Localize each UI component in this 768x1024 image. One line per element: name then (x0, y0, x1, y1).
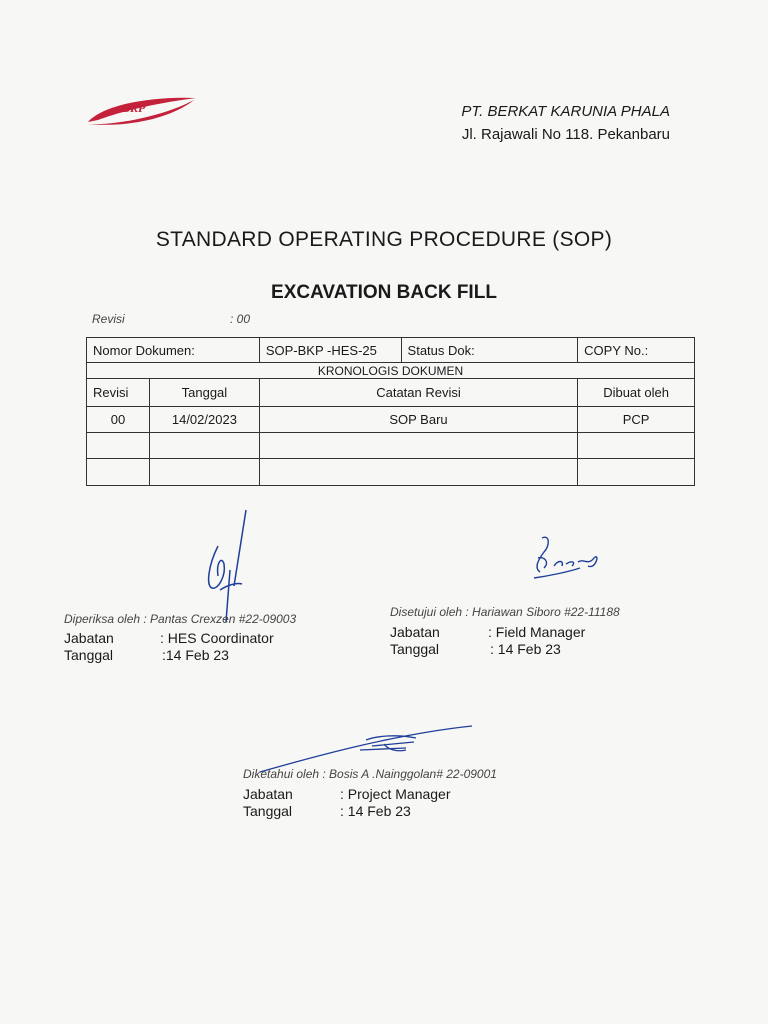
cell-revisi (87, 433, 150, 459)
tanggal-value: : 14 Feb 23 (340, 803, 411, 819)
cell-catatan (259, 433, 577, 459)
cell-dibuat (578, 433, 695, 459)
header-tanggal: Tanggal (149, 379, 259, 407)
approval-checked (64, 611, 364, 664)
section-title: KRONOLOGIS DOKUMEN (87, 363, 695, 379)
header-revisi: Revisi (87, 379, 150, 407)
nomor-label: Nomor Dokumen: (87, 338, 260, 363)
nomor-value: SOP-BKP -HES-25 (259, 338, 401, 363)
tanggal-label: Tanggal (243, 803, 293, 819)
cell-revisi: 00 (87, 407, 150, 433)
company-name: PT. BERKAT KARUNIA PHALA (461, 103, 670, 120)
revision-line (92, 312, 251, 326)
jabatan-value: : HES Coordinator (160, 630, 274, 646)
cell-tanggal (149, 433, 259, 459)
header-catatan: Catatan Revisi (259, 379, 577, 407)
acknowledged-by-label: Diketahui oleh : Bosis A .Nainggolan# 22-09001 (243, 767, 497, 781)
table-row (87, 459, 695, 486)
cell-tanggal (149, 459, 259, 486)
table-row (87, 407, 695, 433)
status-label: Status Dok: (401, 338, 578, 363)
company-logo (84, 90, 200, 130)
revision-label: Revisi (92, 312, 125, 326)
jabatan-value: : Field Manager (488, 624, 586, 640)
approval-acknowledged (243, 766, 563, 820)
cell-catatan: SOP Baru (259, 407, 577, 433)
jabatan-label: Jabatan (390, 624, 440, 640)
cell-revisi (87, 459, 150, 486)
document-subtitle: EXCAVATION BACK FILL (271, 282, 497, 303)
jabatan-value: : Project Manager (340, 786, 451, 802)
signature-checked (196, 506, 256, 626)
checked-by-label: Diperiksa oleh : Pantas Crexzen #22-09003 (64, 612, 297, 626)
tanggal-label: Tanggal (390, 641, 440, 657)
approved-by-label: Disetujui oleh : Hariawan Siboro #22-11188 (390, 605, 620, 619)
tanggal-value: : 14 Feb 23 (490, 641, 561, 657)
approval-approved (390, 604, 690, 658)
copy-label: COPY No.: (578, 338, 695, 363)
tanggal-value: :14 Feb 23 (162, 647, 229, 663)
company-address: Jl. Rajawali No 118. Pekanbaru (461, 126, 670, 143)
cell-dibuat (578, 459, 695, 486)
tanggal-label: Tanggal (64, 647, 114, 663)
company-info (461, 100, 670, 146)
cell-dibuat: PCP (578, 407, 695, 433)
revision-value: : 00 (230, 312, 251, 326)
logo-text: BKP (122, 101, 146, 115)
cell-tanggal: 14/02/2023 (149, 407, 259, 433)
header-dibuat: Dibuat oleh (578, 379, 695, 407)
table-row (87, 433, 695, 459)
document-table (86, 337, 695, 486)
jabatan-label: Jabatan (64, 630, 114, 646)
signature-approved (528, 532, 608, 592)
page-title: STANDARD OPERATING PROCEDURE (SOP) (155, 228, 613, 251)
cell-catatan (259, 459, 577, 486)
jabatan-label: Jabatan (243, 786, 293, 802)
